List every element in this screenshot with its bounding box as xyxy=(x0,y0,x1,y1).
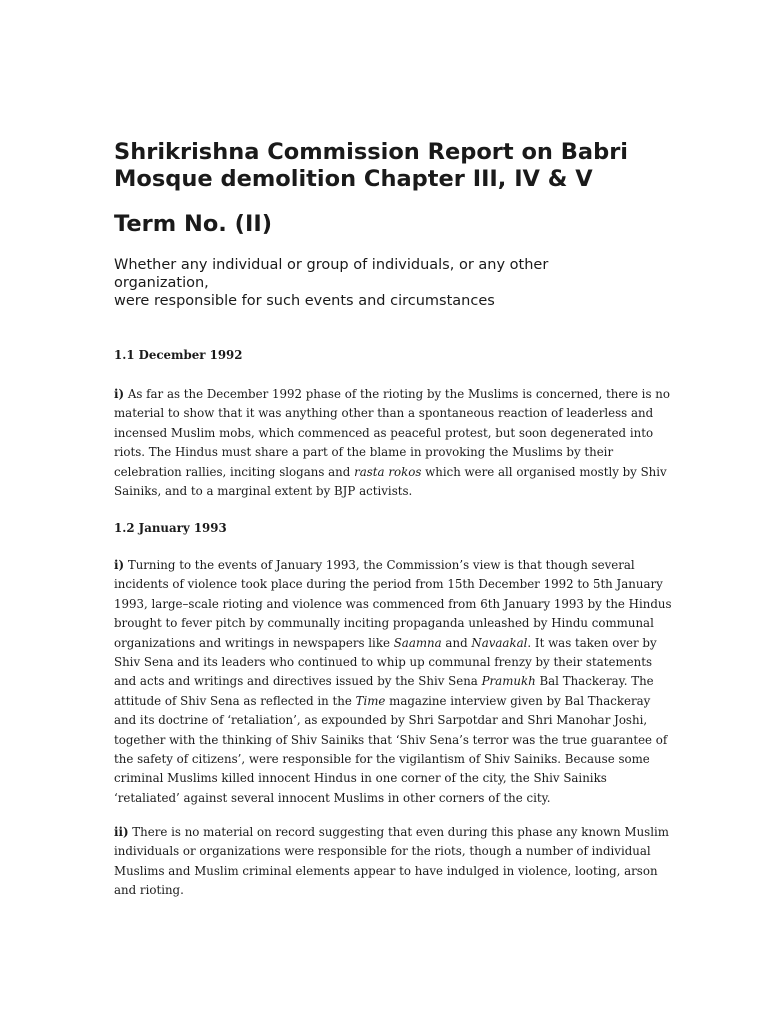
paragraph-line xyxy=(114,769,639,788)
paragraph-line xyxy=(114,653,653,672)
italic-term: Navaakal xyxy=(471,635,528,650)
paragraph-line xyxy=(114,750,650,769)
paragraph-line xyxy=(114,862,658,881)
term-heading: Term No. (II) xyxy=(114,211,272,237)
text-run: brought to fever pitch by communally inciting propaganda unleashed by Hindu communal xyxy=(114,616,654,631)
paragraph-december-i xyxy=(114,385,670,501)
text-run: material to show that it was anything other than a spontaneous reaction of leaderless and xyxy=(114,406,654,421)
paragraph-line xyxy=(114,672,654,691)
paragraph-line xyxy=(114,614,654,633)
term-description xyxy=(114,256,634,310)
text-run: Shiv Sena and its leaders who continued to whip up communal frenzy by their statements xyxy=(114,655,653,670)
text-run: Bal Thackeray. The xyxy=(535,674,654,689)
paragraph-line xyxy=(114,424,654,443)
paragraph-line xyxy=(114,482,639,501)
text-run: and rioting. xyxy=(114,883,184,898)
text-run: attitude of Shiv Sena as reflected in the xyxy=(114,693,356,708)
paragraph-line xyxy=(114,463,667,482)
paragraph-line xyxy=(114,731,668,750)
italic-term: Pramukh xyxy=(481,674,536,689)
text-run: individuals or organizations were responsible for the riots, though a number of individual xyxy=(114,844,651,859)
section-heading-january-1993: 1.2 January 1993 xyxy=(114,521,227,535)
text-run: magazine interview given by Bal Thackeray xyxy=(385,693,651,708)
text-run: celebration rallies, inciting slogans and xyxy=(114,464,355,479)
text-run: organizations and writings in newspapers like xyxy=(114,635,394,650)
paragraph-line xyxy=(114,385,670,404)
text-run: As far as the December 1992 phase of the rioting by the Muslims is concerned, there is no xyxy=(124,387,670,401)
paragraph-line xyxy=(114,711,648,730)
text-run: Muslims and Muslim criminal elements appear to have indulged in violence, looting, arson xyxy=(114,863,658,878)
italic-term: Time xyxy=(355,693,386,708)
subtitle-line: organization, xyxy=(114,275,209,291)
paragraph-line xyxy=(114,575,663,594)
text-run: and its doctrine of ‘retaliation’, as expounded by Shri Sarpotdar and Shri Manohar Joshi, xyxy=(114,713,648,728)
paragraph-marker: i) xyxy=(114,558,125,572)
text-run: Turning to the events of January 1993, the Commission’s view is that though several xyxy=(124,558,635,572)
paragraph-line xyxy=(114,634,657,653)
paragraph-january-i xyxy=(114,556,672,808)
document-title: Shrikrishna Commission Report on Babri Mosque demolition Chapter III, IV & V xyxy=(114,139,629,192)
text-run: which were all organised mostly by Shiv xyxy=(421,464,667,479)
paragraph-line xyxy=(114,789,639,808)
paragraph-line xyxy=(114,842,651,861)
text-run: ‘retaliated’ against several innocent Muslims in other corners of the city. xyxy=(114,790,551,805)
text-run: Sainiks, and to a marginal extent by BJP activists. xyxy=(114,484,413,499)
section-heading-december-1992: 1.1 December 1992 xyxy=(114,348,243,362)
text-run: . It was taken over by xyxy=(527,635,657,650)
text-run: criminal Muslims killed innocent Hindus in one corner of the city, the Shiv Sainiks xyxy=(114,771,607,786)
paragraph-marker: ii) xyxy=(114,825,129,839)
paragraph-line xyxy=(114,404,654,423)
italic-term: Saamna xyxy=(393,635,442,650)
paragraph-line xyxy=(114,556,639,575)
text-run: together with the thinking of Shiv Sainiks that ‘Shiv Sena’s terror was the true guarantee of xyxy=(114,732,668,747)
text-run: incensed Muslim mobs, which commenced as peaceful protest, but soon degenerated into xyxy=(114,425,654,440)
subtitle-line: were responsible for such events and circumstances xyxy=(114,293,495,309)
paragraph-line xyxy=(114,443,639,462)
subtitle-line: Whether any individual or group of individuals, or any other xyxy=(114,257,549,273)
text-run: incidents of violence took place during the period from 15th December 1992 to 5th January xyxy=(114,577,663,592)
text-run: and xyxy=(441,635,472,650)
text-run: riots. The Hindus must share a part of the blame in provoking the Muslims by their xyxy=(114,445,614,460)
paragraph-line xyxy=(114,692,651,711)
text-run: the safety of citizens’, were responsible for the vigilantism of Shiv Sainiks. Because some xyxy=(114,752,650,767)
paragraph-line xyxy=(114,595,672,614)
paragraph-line xyxy=(114,823,669,842)
paragraph-january-ii xyxy=(114,823,669,901)
paragraph-line xyxy=(114,881,639,900)
text-run: 1993, large–scale rioting and violence was commenced from 6th January 1993 by the Hindus xyxy=(114,596,672,611)
text-run: and acts and writings and directives issued by the Shiv Sena xyxy=(114,674,482,689)
paragraph-marker: i) xyxy=(114,387,125,401)
italic-term: rasta rokos xyxy=(354,464,422,479)
text-run: There is no material on record suggesting that even during this phase any known Muslim xyxy=(128,825,669,839)
